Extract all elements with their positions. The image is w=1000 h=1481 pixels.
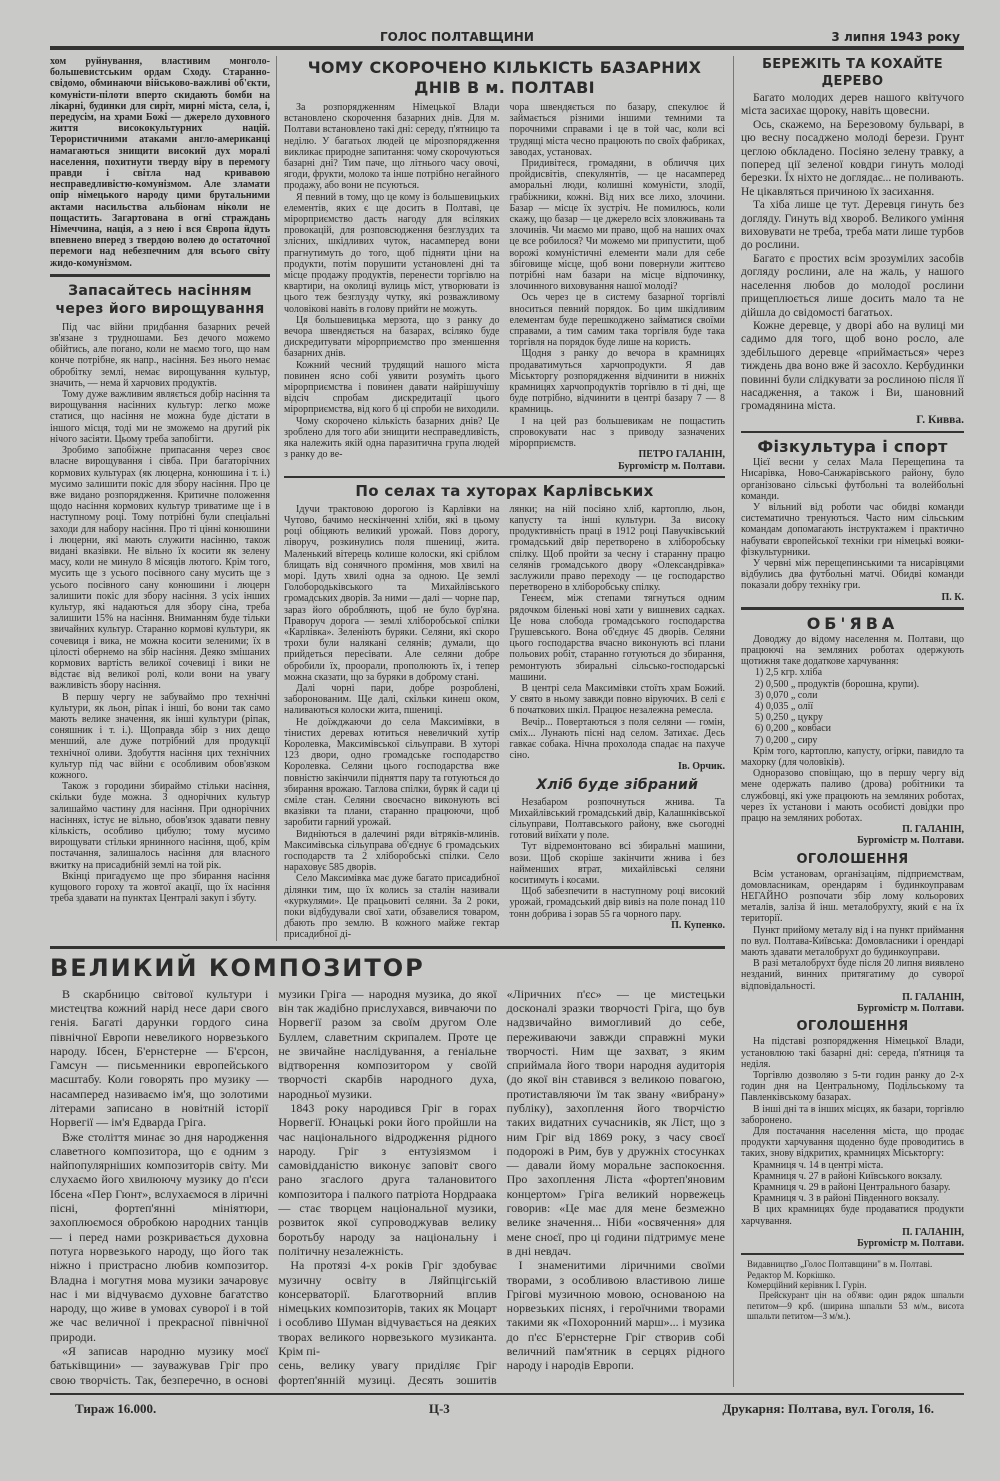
trees-signature: Г. Кивва. [916,413,964,426]
villages-signature: Ів. Орчик. [677,761,725,773]
announcement-1-body: Всім установам, організаціям, підприємствам, домовласникам, орендарям і будинкоуправам НЕГАЙНО розпочати збір лому кольорових металів, заліза й інш. металобрухту, який є на їх території. Пункт прийому металу від і на пункт приймання по вул. Полтава-Київська: Домовласники і орендарі мають здавати металобрухт до будинкоуправи. В разі металобрухт буде після 20 липня виявлено незданий, винних притягатиму до суворої відповідальності. П. ГАЛАНІН, Бургомістр м. Полтави. [741,868,964,1015]
announcement-2-signature-role: Бургомістр м. Полтави. [857,1237,964,1249]
divider [741,1253,964,1255]
announcement-2-body: На підставі розпорядження Німецької Влади, установлюю такі базарні дні: середа, п'ятниця та неділя. Торгівлю дозволяю з 5-ти годин ранку до 2-х годин дня на Центральному, Подільському та Павленківському базарах. В інші дні та в інших місцях, як базари, торгівлю заборонено. Для постачання населення міста, що продає продукти харчування щоденно буде проводитись в таких, знову відкритих, крамницях Міськторгу: Крамниця ч. 14 в центрі міста. Крамниця ч. 27 в районі Київського вокзалу. Крамниця ч. 29 в районі Центрального базару. Крамниця ч. 3 в районі Південного вокзалу. В цих крамницях буде продаватися продукти харчування. П. ГАЛАНІН, Бургомістр м. Полтави. [741,1036,964,1249]
bazaar-article: За розпорядженням Німецької Влади встановлено скорочення базарних днів. Для м. Полтави встановлено такі дні: середу, п'ятницю та неділю. У багатьох людей це мірозпорядження викликає природне запитання: чому скорочуються базарні дні? Тим паче, що літнього часу овочі, ягоди, фрукти, молоко та інше потрібно негайного продажу, або вони не псуються. Я певний в тому, що це кому із большевицьких елементів, яких є ще досить в Полтаві, це мірорприємство дасть нагоду для всіляких провокацій, для розповсюдження безглуздих та злісних, шкідливих чуток, насамперед вони прагнутимуть до того, щоб підняти ціни на продукти, потім порушити установлені дні та місце продажу продуктів, перенести торгівлю на квартири, на околиці вулиць міст, утворювати із цього теж безглузду чутку, які розважливому чоловікові навіть в голову прийти не можуть. Ця большевицька мерзота, що з ранку до вечора швендяється на базарах, всіляко буде дискредитувати мірорприємство про зменшення базарних днів. Кожний чесний трудящий нашого міста повинен ясно собі уявити розуміть цього мірорприємства і повинен давати найрішучішу відсіч спробам дискредитації цього мірорприємства, від кого б ці спроби не виходили. Чому скорочено кількість базарних днів? Це зроблено для того аби знищити несправедливість, яка належить якій одна паразитична група людей з ранку до ве- чора швендяється по базару, спекулює й займається різними іншими темними та порочними справами і це в той час, коли всі трудящі міста чесно працюють по своїх фабриках, заводах, установах. Придивітеся, громадяни, в обличчя цих пройдисвітів, спекулянтів, — це насамперед аморальні люди, колишні комуністи, злодії, грабіжники, кожні. Від них все лихо, злочини. Базар — місце їх зустріч. Не помилюсь, коли скажу, що базар — це джерело всіх зловживань та злочинів. Чи маємо ми право, щоб на наших очах це все робилося? Чи можемо ми припустити, щоб ворожі комуністичні елементи мали для себе збіговище місце, щоб вони повернули життєво потрібні нам базари на місце відпочинку, злочинного виховування нашої молоді? Ось через це в систему базарної торгівлі вноситься певний порядок. Бо цим шкідливим елементам буде перешкоджено займатися своїми справами, а тим самим така торгівля буде така торгівля на порядок буде лише на користь. Щодня з ранку до вечора в крамницях продаватимуться харчопродукти. Я дав Міськторгу розпорядження відчинити в нижніх крамницях харчопродуктів торгівлю в ті дні, ще буде потрібно, відчинити в центрі базару 7 — 8 крамниць. І на цей раз большевикам не пощастить спровокувати нас з приводу зазначених мірорприємств. ПЕТРО ГАЛАНІН, Бургомістр м. Полтави. [284,102,725,472]
harvest-signature: П. Купенко. [671,919,725,931]
print-code: Ц-3 [428,1400,450,1416]
divider [741,607,964,610]
notice-title: ОБ'ЯВА [806,613,899,633]
trees-article: Багато молодих дерев нашого квітучого міста засихає щороку, навіть щовесни. Ось, скажемо, на Березовому бульварі, в цю весну посаджено молоді берези. Грунт цеглою обкладено. Посіяно зелену травку, а поперед ції зеленої ковдри гинуть молоді березки. Їх ніхто не доглядає... не поливають. Не цікавляться причиною їх засихання. Та хіба лише це тут. Деревця гинуть без догляду. Гинуть від хвороб. Великого уміння виховувати не треба, треба мати лише турбов до рослини. Багато є простих всім зрозумілих засобів догляду рослини, але на жаль, у нашого населення любов до молодої рослини прищеплюється лише досить мало та не дійшла до свідомості багатьох. Кожне деревце, у дворі або на вулиці ми садимо для того, щоб воно росло, але здебільшого деревце «приймається» через тиждень два воно вже й засохло. Кербудинки повинні були слідкувати за рослиною після її насадження, а також і Ви, шановний громадянина міста. Г. Кивва. [741,92,964,426]
divider [741,431,964,433]
masthead-date: 3 липня 1943 року [831,30,960,44]
divider [50,946,725,949]
seeds-title: Запасайтесь насінням через його вирощування [55,282,265,317]
bazaar-signature-role: Бургомістр м. Полтави. [618,460,725,472]
announcement-1-signature: П. ГАЛАНІН, [902,991,964,1003]
harvest-title: Хліб буде зібраний [536,776,699,793]
notice-signature: П. ГАЛАНІН, [902,824,964,836]
composer-article: В скарбницю світової культури і мистецтва кожний нарід несе дари свого генія. Багаті дарунки гордого сина північної Европи невеликого норвезького народу. Ібсен, Б'ернстерне — Б'єрсон, Гамсун — письменники европейського масштабу. Коли говорять про музику — насамперед називаємо ім'я, що золотими літерами записано в новітній історії Норвегії — ім'я Едварда Гріга. Вже століття минає зо дня народження славетного композитора, що є одним з найпопулярніших композиторів світу. Ми слухаємо його хвилюючу музику до п'єси Ібсена «Пер Гюнт», вслухаємося в ліричні пісні, фортеп'янні мініятюри, захоплюємося обробкою народних танців — і перед нами розкривається духовна потуга норвезького народу, що його так ніжно і пристрасно любив композитор. Владна і могутня мова музики зачаровує нас і ми відчуваємо духовне багатство народу, що живе в умовах суворої і в той же час величної і прекрасної північної природи. «Я записав народню музику моєї батьківщини» — зауважував Гріг про свою творчість. Так, безперечно, в основі музики Гріга — народня музика, до якої він так жадібно прислухався, вивчаючи по Норвегії разом за своїм другом Оле Буллем, славетним скрипалем. Проте це не звичайне наслідування, а геніальне відтворення композитором у своїй творчості скарбів народного духа, народньої музики. 1843 року народився Гріг в горах Норвегії. Юнацькі роки його пройшли на час національного відродження рідного народу. Гріг з ентузіязмом і самовідданістю виконує заповіт свого рано згаслого друга талановитого композитора і палкого патріота Нордраака — стає творцем національної музики, розвиток якої супроводжував велику боротьбу народу за національну і політичну незалежність. На протязі 4-х років Гріг здобуває музичну освіту в Ляйпцігській консерваторії. Благотворний вплив німецьких композиторів, таких як Моцарт і особливо Шуман відчувається на деяких творах великого норвезького музиканта. Крім пі- сень, велику увагу приділяє Гріг фортеп'янній музиці. Десять зошитів «Ліричних п'єс» — це мистецьки досконалі зразки творчості Гріга, що був надзвичайно вимогливий до себе, переживаючи завжди справжні муки творчості. Ним ще захват, з яким сприймала його твори народня аудиторія (до якої він ставився з великою повагою, протиставляючи їм так звану «вибрану» публіку), захоплення його творчістю таких видатних сучасників, як Ліст, що з ним Гріг від 1869 року, з часу своєї подорожі в Рим, був у дружніх стосунках — давали йому моральне заспокоєння. Про захоплення Ліста «фортеп'яновим концертом» Гріга великий норвежець говорив: «Це має для мене безмежно велике значення... Ніби «освячення» для мене сноєї, про ці години підтримує мене в дні невдач. І знаменитими ліричними своїми творами, з особливою властивою лише Грігові музичною мовою, основаною на норвезьких піснях, і героїчними творами такими як «Похоронний марш»... і музика до п'єс Б'ернстерне Гріг створив собі величний пам'ятник в серцях рідного народу і народів Европи. [50,986,725,1387]
seeds-article: Під час війни придбання базарних речей зв'язане з трудношами. Без дечого можемо обійтись, але погано, коли не маємо того, що нам конче потрібне, як напр., насіння. Без нього немає обробітку землі, немає вирощування культур, значить, — нема й харчових продуктів. Тому дуже важливим являється добір насіння та вирощування насінних культур: легко може статися, що насіння не можна буде дістати в іншого місця, тоді ми не зможемо на другий рік нічого засіяти. Цьому треба запобігти. Зробимо запобіжне припасання через своє власне вирощування і сівба. При багаторічних кормових культурах (як люцерна, конюшина і т. і.) мусимо залишити покіс для збору насіння. Про це вже видано розпорядження. Критичне положення щодо насіння кормових культур триватиме ще і в наступному році. Тому потрібні були спеціальні заходи для набору насіння. Про ті цінні конюшини і люцерни, які мають служити насінню, також видані вказівки. Не вільно їх косити як зелену масу, коли не минуло 8 місяців лютого. Крім того, мусить ще з усього посівного сану мусить ще з усього посівного сану конюшини і люцерн залишити покіс для збору насіння. З усіх інших культур, які надаються для збору сіна, треба залишити 15% на насіння. Вниманням буде тільки звичайних культур. Старанно кормові культури, як сочевиця і вика, не можна косити зеленими; їх в цілості обернемо на збір насіння. Деяко змішаних кормових вартість великої сочевиці і вики не відстає від великої ролі, коли вони на увагу важливість збору насіння. В першу чергу не забуваймо про технічні культури, як льон, ріпак і інші, бо вони так само мають велике значення, як інші культури (ріпак, соняшник і т. і.). Щоправда збір з них дещо менший, але дуже потрібний для продукції технічної оливи. Здобуття насіння цих технічних культур під час війни є особливим обов'язком кожного. Також з городини збираймо стільки насіння, скільки буде можна. З однорічних культур залишаймо частину для насіння. При однорічних насіннях, істує не вільно, обов'язок здавати певну кількість, особливо цибулю; тому мусимо вирощувати стільки ярнинного насіння, щоб, крім постачання, залишалось насіння для власного вжитку на присадибній землі на той рік. Вкінці пригадуємо ще про збирання насіння кущового гороху та жовтої акації, що їх насіння треба здавати на пунктах Централі закуп і збуту. [50,321,270,905]
announcement-2-signature: П. ГАЛАНІН, [902,1226,964,1238]
villages-title: По селах та хуторах Карлівських [355,481,654,500]
announcement-1-signature-role: Бургомістр м. Полтави. [857,1003,964,1015]
masthead-rule [50,46,964,50]
notice-signature-role: Бургомістр м. Полтави. [857,835,964,847]
bazaar-signature: ПЕТРО ГАЛАНІН, [638,449,725,461]
announcement-2-title: ОГОЛОШЕННЯ [796,1019,909,1035]
left-continuation: хом руйнування, властивим монголо-большевистським ордам Сходу. Старанно-свідомо, обминаючи військово-важливі об'єкти, комуністи-пілоти вперто скидають бомби на лікарні, будинки для сиріт, мирні міста, села, і, передусім, на храми Божі — джерело духовного життя висококультурних націй. Терористичними атаками англо-американці намагаються знищити високий дух моралі населення, похитнути тверду віру в перемогу правди і світла над кривавою несправедливістю-комунізмом. Але зламати опір німецького народу цими брутальними актами насильства альбіонам ніколи не пощастить. Загартована в огні страждань Німеччина, нація, а з нею і вся Європа йдуть впевнено вперед з твердою волею до остаточної перемоги над небезпечним для всього світу жидо-комунізмом. [50,56,270,269]
sport-signature: П. К. [941,591,964,603]
harvest-article: Незабаром розпочнуться жнива. Та Михайлівський громадський двір, Калашнківської сільуправи, Полтавського району, вже сьогодні готовий виїхати у поле. Тут відремонтовано всі збиральні машини, вози. Щоб скоріше закінчити жнива і без найменших втрат, михайлівські селяни коситимуть і косами. Щоб забезпечити в наступному році високий урожай, громадський двір вивіз на поле понад 110 тонн добрива і зорав 55 га чорного пару. [509,796,725,920]
sport-article: Цієї весни у селах Мала Перещепина та Нисарівка, Ново-Санжарівського району, було організовано сільські футбольні та волейбольні команди. У вільний від роботи час обидві команди систематично тренуються. Часто ним сільським командам допомагають інструктажем і практично набувати європейської техніки гри німецькі вояки-фізкультурники. У червні між перещепинськими та нисарівцями відбулись два футбольні матчі. Обидві команди показали добру техніку гри. П. К. [741,457,964,603]
trees-title: БЕРЕЖІТЬ ТА КОХАЙТЕ ДЕРЕВО [762,57,943,89]
announcement-1-title: ОГОЛОШЕННЯ [796,851,909,867]
imprint: Видавництво „Голос Полтавщини" в м. Полтаві. Редактор М. Коркішко. Комерційний керівник І. Гурін. Прейскурант цін на об'яви: один рядок шпальти петитом—9 крб. (ширина шпальти 53 м/м., висота шпальти петитом—3 м/м.). [747,1259,964,1322]
composer-title: ВЕЛИКИЙ КОМПОЗИТОР [50,953,425,982]
sport-title: Фізкультура і спорт [757,437,948,457]
divider [50,274,270,277]
notice-body: Доводжу до відому населення м. Полтави, що працюючі на земляних роботах одержують щотижня таке додаткове харчування: 1) 2,5 кгр. хліба 2) 0,500 „ продуктів (борошна, крупи). 3) 0,070 „ соли 4) 0,035 „ олії 5) 0,250 „ цукру 6) 0,200 „ ковбаси 7) 0,200 „ сиру Крім того, картоплю, капусту, огірки, павидло та махорку (для чоловіків). Одноразово сповіщаю, що в першу чергу від мене одержать паливо (дрова) робітники та службовці, які уже працюють на земляних роботах, через їх установи і мають особисті довідки про працю на земляних роботах. П. ГАЛАНІН, Бургомістр м. Полтави. [741,633,964,847]
divider [284,476,725,478]
villages-article: Ідучи трактовою дорогою із Карлівки на Чутово, бачимо нескінченні хліби, які в цьому році обіцяють великий урожай. Повз дорогу, ліворуч, розкинулись поля пшениці, жита. Маленький вітерець колише колоски, які сріблом блищать від сонячного проміння, мов хвилі на морі. Ідуть хвилі одна за одною. Це землі Голобородьківського та Михайлівського громадських дворів. За ними — далі — чорне пар, зараз його обробляють, щоб не було бур'яна. Праворуч дорога — землі хліборобської спілки «Карлівка». Зеленіють буряки. Селяни, які скоро трохи були налякані селянів; думали, що прийдеться пересівати. Але селяни добре обробили їх, проорали, прополюють їх, і тепер можна сказати, що за буряки в доброму стані. Далі чорні пари, добре розроблені, заборонованим. Ще далі, скільки кинеш оком, наливаються колоски жита, пшениці. Не доїжджаючи до села Максимівки, в тінистих деревах ютиться невеличкий хутір Королевка, Максимівської сільуправи. В хуторі 123 двори, одно громадське господарство Королевка. Селяни цього господарства вже повністю закінчили підняття пару та готуються до збирання врожаю. Таглова спілки, буряк й сади ці сміле стан. Селяни своєчасно виконують всі вказівки та плани, старанно працюючи, щоб заробити гарний урожай. Видніються в далечині ряди вітряків-млинів. Максимівська сільуправа об'єднує 6 громадських господарств та 2 хліборобські спілки. Село нараховує 585 дворів. Село Максимівка має дуже багато присадибної ділянки тим, що їх колись за сталін називали «куркулями». Це працьовиті селяни. За 2 роки, поки відбудували свої хати, обзавелися товаром, дбають про землю. В кожного майже гектар присадибної ді- лянки; на ній посіяно хліб, картоплю, льон, капусту та інші культури. За високу продуктивність праці в 1912 році Павучківський громадський двір перетворено в хліборобську спілку. Щоб пройти за чесну і старанну працю селянів громадського двору «Олександрівка» заслужили право переходу — це господарство перетворено в хліборобську спілку. Генеєм, між степами тягнуться одним рядочком біленькі нові хати у вишневих садках. Це нова слобода громадського господарства Грушевського. Вона об'єднує 45 дворів. Селяни цього господарства вчасно виконують всі плани польових робіт, старанно готуються до збирання, ремонтують збиральні сільсько-господарські машини. В центрі села Максимівки стоїть храм Божий. У свято в ньому завжди повно віруючих. В селі є 6 початкових шкіл. Працює незалежна ремесла. Вечір... Повертаються з поля селяни — гомін, сміх... Лунають пісні над селом. Затихає. Десь гавкає собака. Нічна прохолода спадає на пахуче сіно. Ів. Орчик. Хліб буде зібраний Незабаром розпочнуться жнива. Та Михайлівський громадський двір, Калашнківської сільуправи, Полтавського району, вже сьогодні готовий виїхати у поле. Тут відремонтовано всі збиральні машини, вози. Щоб скоріше закінчити жнива і без найменших втрат, михайлівські селяни коситимуть і косами. Щоб забезпечити в наступному році високий урожай, громадський двір вивіз на поле понад 110 тонн добрива і зорав 55 га чорного пару. П. Купенко. [284,503,725,941]
bazaar-title: ЧОМУ СКОРОЧЕНО КІЛЬКІСТЬ БАЗАРНИХ ДНІВ В м. ПОЛТАВІ [307,58,702,97]
masthead-title: ГОЛОС ПОЛТАВЩИНИ [380,30,534,44]
circulation: Тираж 16.000. [75,1400,157,1416]
printer: Друкарня: Полтава, вул. Гоголя, 16. [722,1400,934,1416]
footer [50,1393,964,1417]
masthead [50,30,964,46]
ration-list: 1) 2,5 кгр. хліба 2) 0,500 „ продуктів (борошна, крупи). 3) 0,070 „ соли 4) 0,035 „ олії 5) 0,250 „ цукру 6) 0,200 „ ковбаси 7) 0,200 „ сиру [755,667,920,746]
